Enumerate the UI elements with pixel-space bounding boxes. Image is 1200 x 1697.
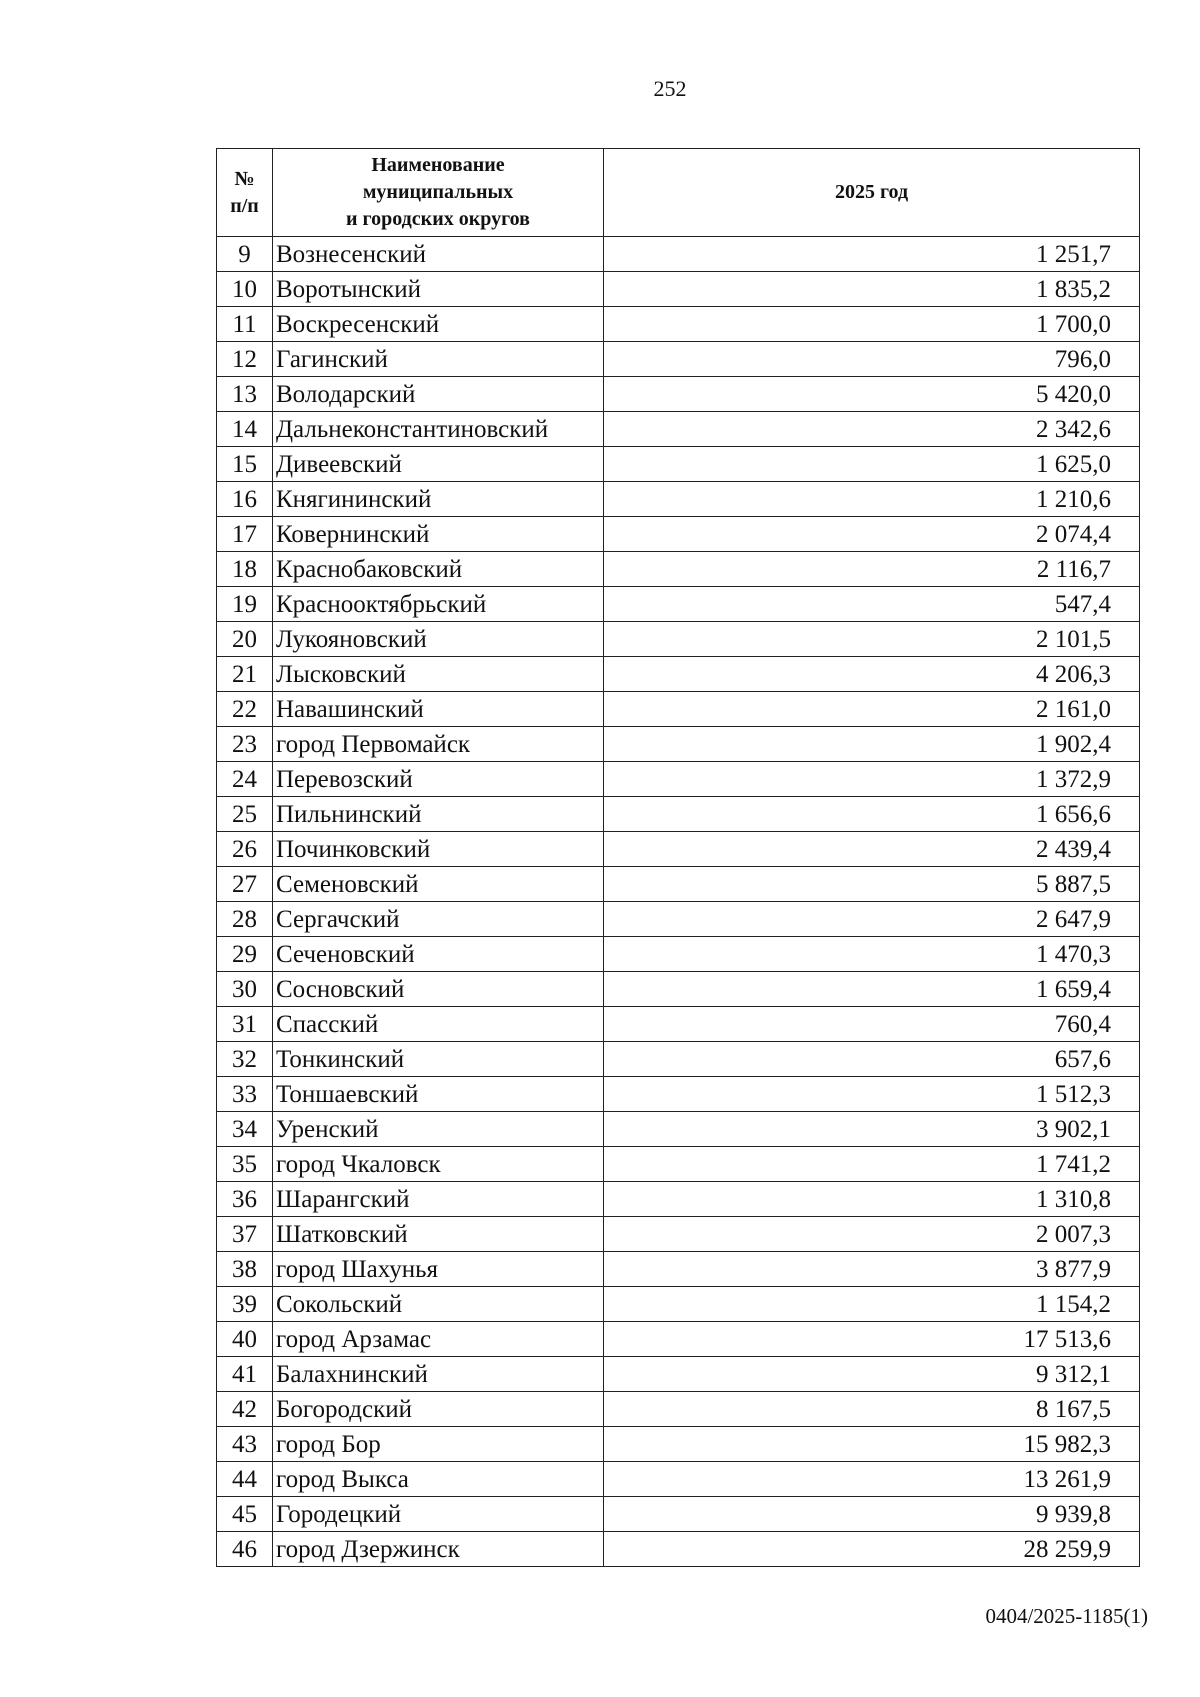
municipality-name: Вознесенский	[273, 237, 604, 272]
municipality-name: Лукояновский	[273, 622, 604, 657]
table-row	[217, 902, 1140, 937]
row-number: 34	[217, 1112, 273, 1147]
municipality-name: Гагинский	[273, 342, 604, 377]
table-row	[217, 1252, 1140, 1287]
municipality-name: Сергачский	[273, 902, 604, 937]
row-number: 16	[217, 482, 273, 517]
table-row	[217, 307, 1140, 342]
municipality-name: Богородский	[273, 1392, 604, 1427]
amount-2025: 1 154,2	[604, 1287, 1140, 1322]
amount-2025: 4 206,3	[604, 657, 1140, 692]
page-number: 252	[653, 76, 687, 101]
table-row	[217, 1077, 1140, 1112]
municipality-name: Навашинский	[273, 692, 604, 727]
amount-2025: 17 513,6	[604, 1322, 1140, 1357]
municipality-name: Шарангский	[273, 1182, 604, 1217]
amount-2025: 2 439,4	[604, 832, 1140, 867]
amount-2025: 2 116,7	[604, 552, 1140, 587]
row-number: 19	[217, 587, 273, 622]
table-row	[217, 1322, 1140, 1357]
municipality-name: Сосновский	[273, 972, 604, 1007]
table-row	[217, 342, 1140, 377]
amount-2025: 1 656,6	[604, 797, 1140, 832]
municipality-name: Городецкий	[273, 1497, 604, 1532]
municipality-name: Перевозский	[273, 762, 604, 797]
amount-2025: 15 982,3	[604, 1427, 1140, 1462]
municipality-name: Ковернинский	[273, 517, 604, 552]
amount-2025: 796,0	[604, 342, 1140, 377]
row-number: 21	[217, 657, 273, 692]
table-row	[217, 1357, 1140, 1392]
table-row	[217, 727, 1140, 762]
municipality-name: Тоншаевский	[273, 1077, 604, 1112]
amount-2025: 5 887,5	[604, 867, 1140, 902]
municipality-name: Уренский	[273, 1112, 604, 1147]
table-row	[217, 1532, 1140, 1567]
row-number: 42	[217, 1392, 273, 1427]
table-row	[217, 447, 1140, 482]
row-number: 25	[217, 797, 273, 832]
table-row	[217, 412, 1140, 447]
municipality-name: город Первомайск	[273, 727, 604, 762]
table-row	[217, 237, 1140, 272]
table-row	[217, 272, 1140, 307]
municipality-name: город Арзамас	[273, 1322, 604, 1357]
row-number: 35	[217, 1147, 273, 1182]
amount-2025: 760,4	[604, 1007, 1140, 1042]
row-number: 12	[217, 342, 273, 377]
amount-2025: 1 310,8	[604, 1182, 1140, 1217]
municipality-name: Краснооктябрьский	[273, 587, 604, 622]
municipality-name: город Шахунья	[273, 1252, 604, 1287]
amount-2025: 2 007,3	[604, 1217, 1140, 1252]
amount-2025: 1 251,7	[604, 237, 1140, 272]
amount-2025: 657,6	[604, 1042, 1140, 1077]
row-number: 22	[217, 692, 273, 727]
allocation-table	[216, 148, 1140, 1567]
amount-2025: 3 902,1	[604, 1112, 1140, 1147]
municipality-name: Семеновский	[273, 867, 604, 902]
amount-2025: 9 939,8	[604, 1497, 1140, 1532]
table-row	[217, 1042, 1140, 1077]
row-number: 24	[217, 762, 273, 797]
row-number: 9	[217, 237, 273, 272]
amount-2025: 1 835,2	[604, 272, 1140, 307]
municipality-name: Балахнинский	[273, 1357, 604, 1392]
municipality-name: Дальнеконстантиновский	[273, 412, 604, 447]
table-row	[217, 1217, 1140, 1252]
table-row	[217, 517, 1140, 552]
amount-2025: 1 470,3	[604, 937, 1140, 972]
amount-2025: 8 167,5	[604, 1392, 1140, 1427]
municipality-name: Дивеевский	[273, 447, 604, 482]
amount-2025: 5 420,0	[604, 377, 1140, 412]
municipality-name: Спасский	[273, 1007, 604, 1042]
amount-2025: 2 161,0	[604, 692, 1140, 727]
amount-2025: 1 625,0	[604, 447, 1140, 482]
amount-2025: 1 210,6	[604, 482, 1140, 517]
row-number: 17	[217, 517, 273, 552]
table-row	[217, 867, 1140, 902]
header-number: № п/п	[217, 149, 273, 237]
municipality-name: город Выкса	[273, 1462, 604, 1497]
row-number: 13	[217, 377, 273, 412]
municipality-name: Лысковский	[273, 657, 604, 692]
table-row	[217, 657, 1140, 692]
row-number: 38	[217, 1252, 273, 1287]
header-year-2025: 2025 год	[604, 149, 1140, 237]
table-row	[217, 377, 1140, 412]
amount-2025: 2 342,6	[604, 412, 1140, 447]
row-number: 15	[217, 447, 273, 482]
row-number: 10	[217, 272, 273, 307]
municipality-name: Тонкинский	[273, 1042, 604, 1077]
municipality-name: город Бор	[273, 1427, 604, 1462]
row-number: 36	[217, 1182, 273, 1217]
municipality-name: Сеченовский	[273, 937, 604, 972]
table-row	[217, 1112, 1140, 1147]
amount-2025: 1 741,2	[604, 1147, 1140, 1182]
amount-2025: 2 074,4	[604, 517, 1140, 552]
table-row	[217, 1007, 1140, 1042]
table-row	[217, 1497, 1140, 1532]
row-number: 39	[217, 1287, 273, 1322]
amount-2025: 1 902,4	[604, 727, 1140, 762]
amount-2025: 28 259,9	[604, 1532, 1140, 1567]
table-row	[217, 797, 1140, 832]
table-row	[217, 482, 1140, 517]
municipality-name: Починковский	[273, 832, 604, 867]
municipality-name: Воротынский	[273, 272, 604, 307]
table-header-row	[217, 149, 1140, 237]
amount-2025: 1 512,3	[604, 1077, 1140, 1112]
amount-2025: 547,4	[604, 587, 1140, 622]
table-row	[217, 622, 1140, 657]
row-number: 18	[217, 552, 273, 587]
header-name: Наименование муниципальных и городских округов	[273, 149, 604, 237]
amount-2025: 2 101,5	[604, 622, 1140, 657]
amount-2025: 1 659,4	[604, 972, 1140, 1007]
row-number: 33	[217, 1077, 273, 1112]
municipality-name: Шатковский	[273, 1217, 604, 1252]
row-number: 14	[217, 412, 273, 447]
amount-2025: 2 647,9	[604, 902, 1140, 937]
table-row	[217, 1287, 1140, 1322]
table-row	[217, 1182, 1140, 1217]
municipality-name: Сокольский	[273, 1287, 604, 1322]
row-number: 31	[217, 1007, 273, 1042]
row-number: 29	[217, 937, 273, 972]
table-row	[217, 937, 1140, 972]
row-number: 43	[217, 1427, 273, 1462]
row-number: 45	[217, 1497, 273, 1532]
municipality-name: город Чкаловск	[273, 1147, 604, 1182]
amount-2025: 9 312,1	[604, 1357, 1140, 1392]
table-row	[217, 832, 1140, 867]
row-number: 23	[217, 727, 273, 762]
amount-2025: 1 700,0	[604, 307, 1140, 342]
amount-2025: 1 372,9	[604, 762, 1140, 797]
row-number: 40	[217, 1322, 273, 1357]
row-number: 27	[217, 867, 273, 902]
row-number: 26	[217, 832, 273, 867]
municipality-name: Володарский	[273, 377, 604, 412]
table-row	[217, 552, 1140, 587]
row-number: 41	[217, 1357, 273, 1392]
row-number: 32	[217, 1042, 273, 1077]
row-number: 11	[217, 307, 273, 342]
table-row	[217, 1462, 1140, 1497]
row-number: 28	[217, 902, 273, 937]
row-number: 37	[217, 1217, 273, 1252]
row-number: 44	[217, 1462, 273, 1497]
municipality-name: город Дзержинск	[273, 1532, 604, 1567]
row-number: 46	[217, 1532, 273, 1567]
municipality-name: Княгининский	[273, 482, 604, 517]
table-row	[217, 1392, 1140, 1427]
row-number: 20	[217, 622, 273, 657]
table-row	[217, 1147, 1140, 1182]
document-code: 0404/2025-1185(1)	[985, 1604, 1148, 1628]
amount-2025: 13 261,9	[604, 1462, 1140, 1497]
table-row	[217, 587, 1140, 622]
table-row	[217, 1427, 1140, 1462]
municipality-name: Краснобаковский	[273, 552, 604, 587]
table-row	[217, 762, 1140, 797]
row-number: 30	[217, 972, 273, 1007]
table-row	[217, 972, 1140, 1007]
table-body	[217, 237, 1140, 1567]
table-row	[217, 692, 1140, 727]
municipality-name: Воскресенский	[273, 307, 604, 342]
municipality-name: Пильнинский	[273, 797, 604, 832]
amount-2025: 3 877,9	[604, 1252, 1140, 1287]
